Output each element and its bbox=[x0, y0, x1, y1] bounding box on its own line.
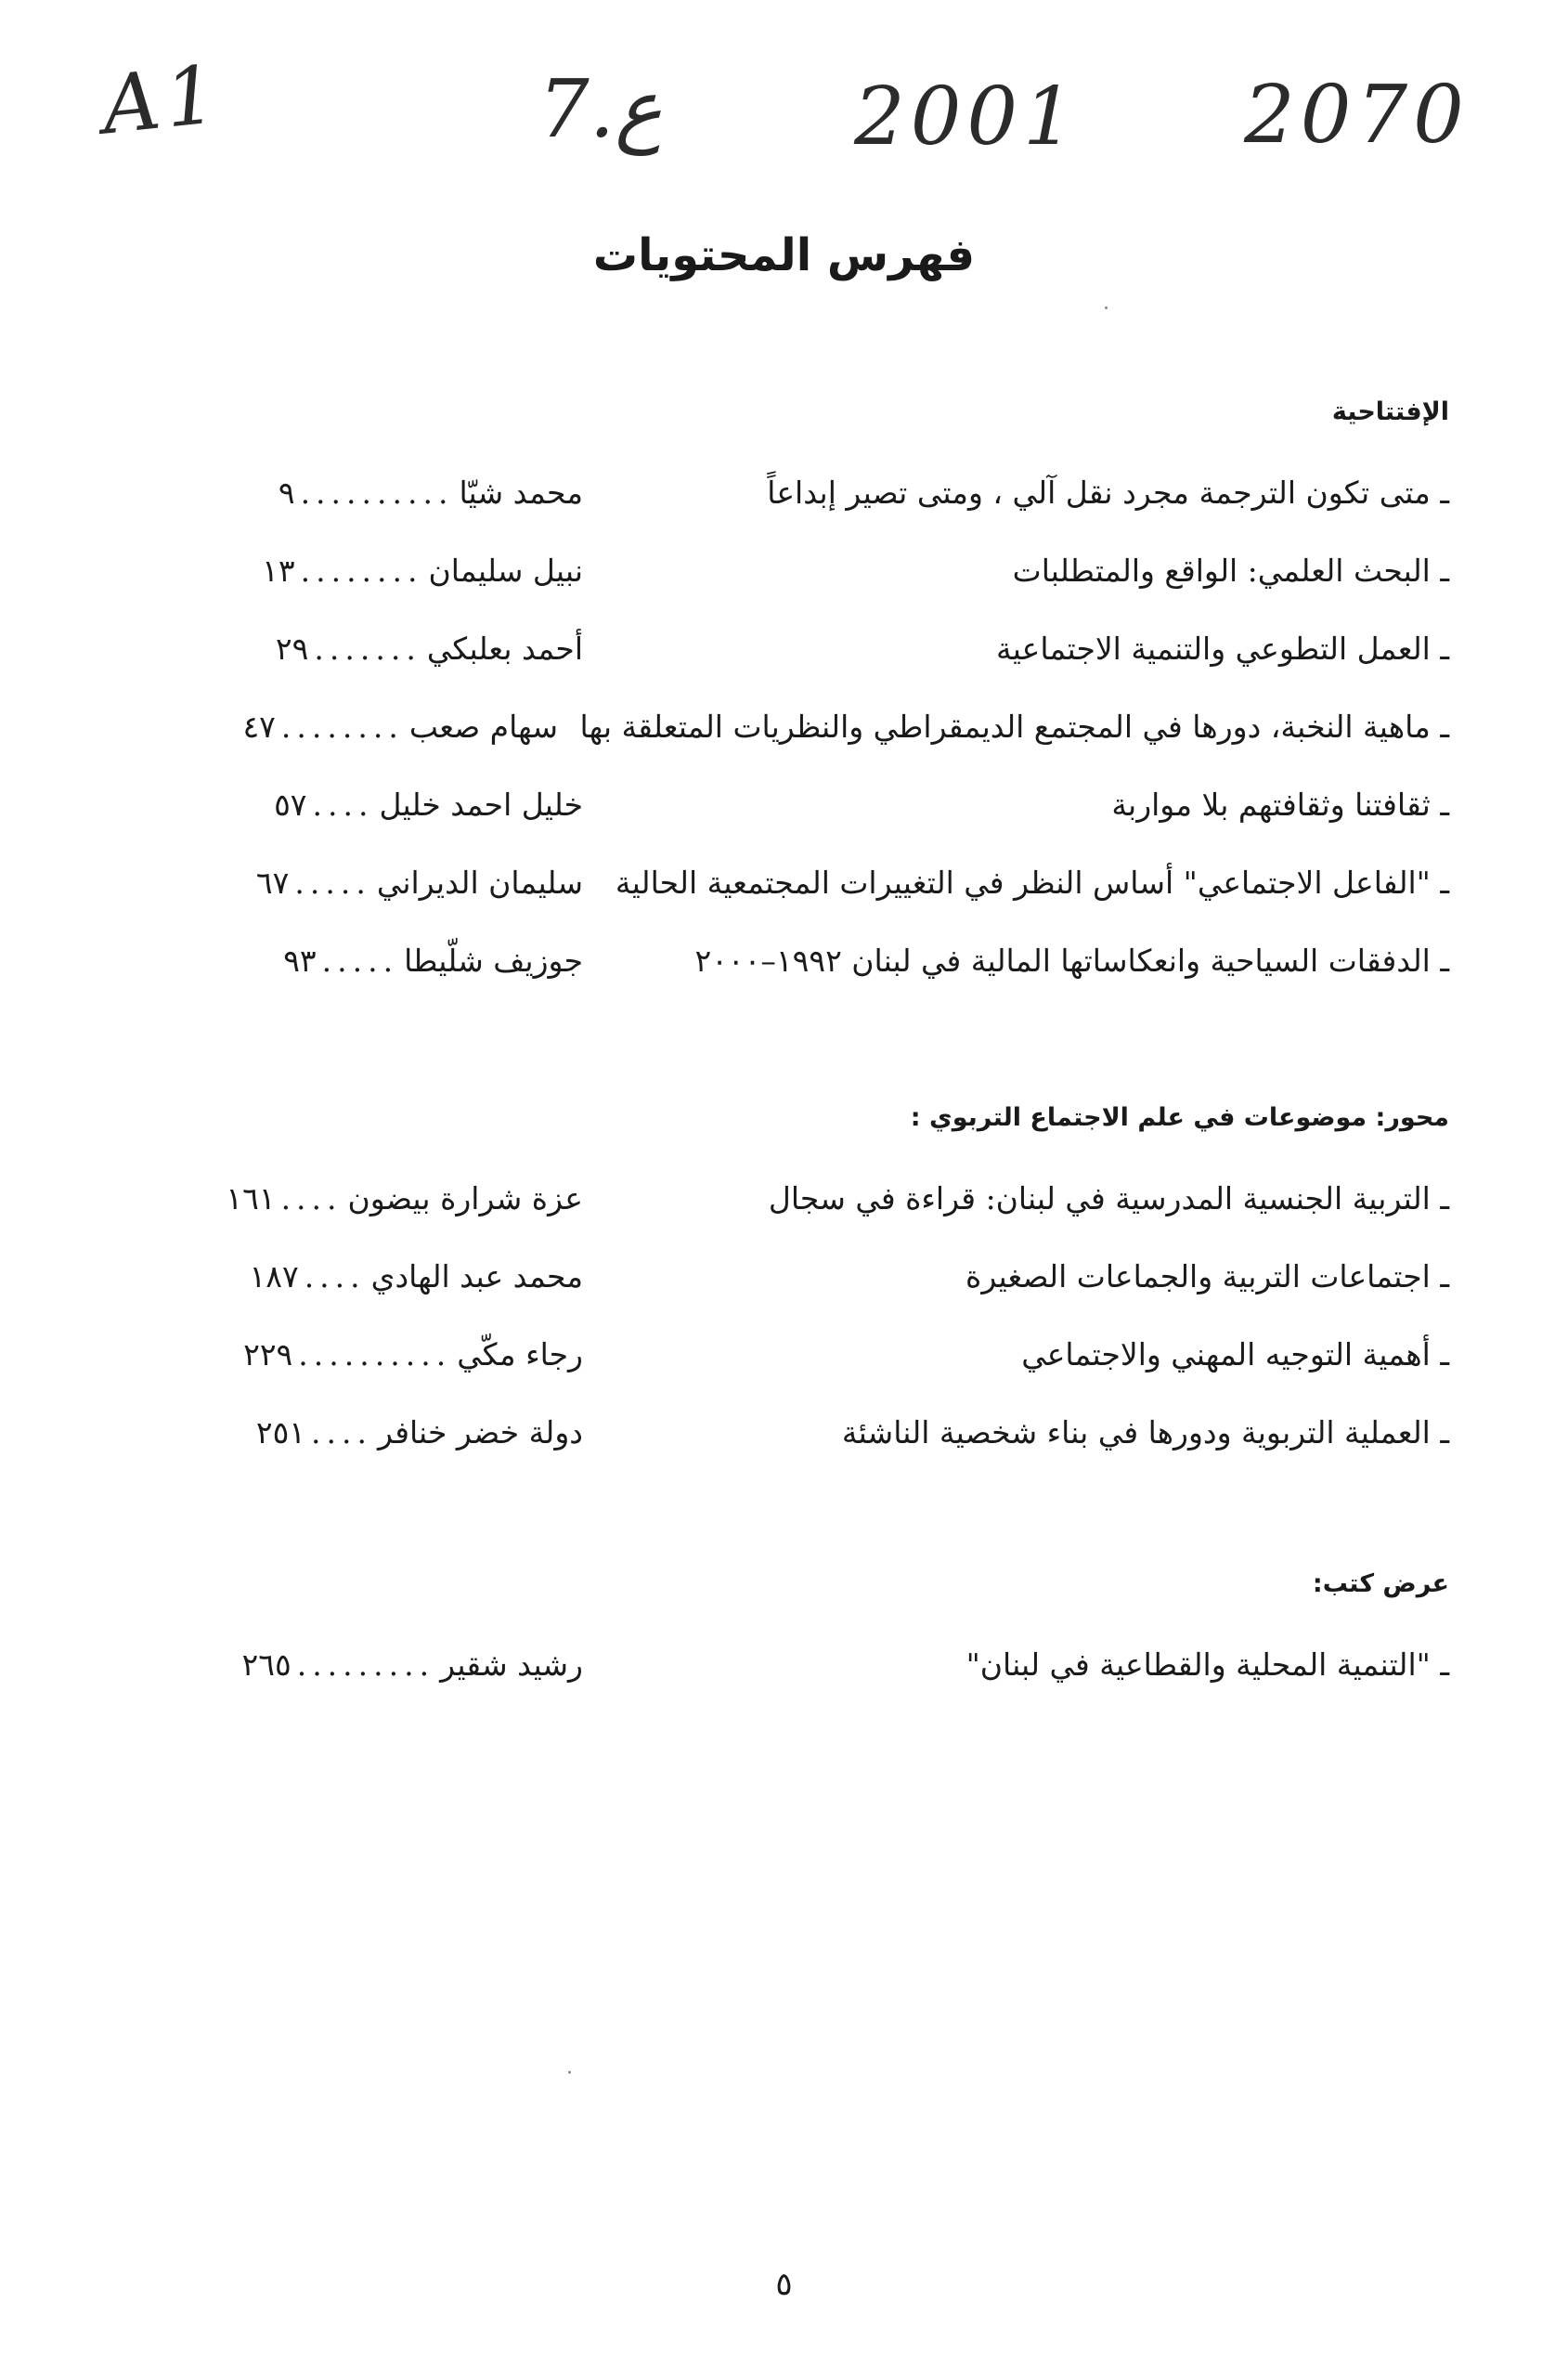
entry-title: ـ "التنمية المحلية والقطاعية في لبنان" bbox=[965, 1646, 1449, 1683]
entry-page-number: ٤٧ bbox=[242, 709, 276, 745]
entry-author-with-page bbox=[226, 1160, 583, 1238]
entry-author-with-page bbox=[262, 532, 583, 610]
handwritten-mark-a1: A1 bbox=[97, 47, 227, 153]
entry-author-with-page bbox=[242, 1626, 583, 1704]
entry-page-number: ٦٧ bbox=[255, 865, 290, 901]
entry-author-with-page bbox=[283, 922, 583, 1000]
entry-title: ـ التربية الجنسية المدرسية في لبنان: قراءة في سجال bbox=[768, 1180, 1449, 1217]
toc-entry[interactable] bbox=[103, 532, 1449, 610]
toc-entry[interactable] bbox=[103, 1316, 1449, 1394]
toc-entry[interactable] bbox=[103, 1238, 1449, 1316]
entry-title: ـ البحث العلمي: الواقع والمتطلبات bbox=[1012, 553, 1449, 589]
dot-leader: .... bbox=[312, 787, 374, 823]
dot-leader: .... bbox=[280, 1180, 343, 1217]
entry-title: ـ أهمية التوجيه المهني والاجتماعي bbox=[1021, 1336, 1449, 1373]
scan-speck bbox=[1105, 306, 1108, 309]
entry-title: ـ العملية التربوية ودورها في بناء شخصية الناشئة bbox=[841, 1414, 1449, 1451]
handwritten-annotations bbox=[84, 47, 1513, 175]
entry-author-name: سليمان الديراني bbox=[376, 865, 583, 901]
dot-leader: ......... bbox=[296, 1646, 435, 1683]
entry-title: ـ ثقافتنا وثقافتهم بلا مواربة bbox=[1111, 787, 1449, 823]
entry-author-name: نبيل سليمان bbox=[428, 553, 583, 589]
entry-author-name: أحمد بعلبكي bbox=[426, 631, 583, 667]
dot-leader: .... bbox=[304, 1258, 366, 1295]
entry-page-number: ٢٢٩ bbox=[243, 1336, 293, 1373]
dot-leader: ..... bbox=[294, 865, 371, 901]
entry-page-number: ٩٣ bbox=[283, 943, 317, 979]
dot-leader: ..... bbox=[321, 943, 399, 979]
toc-entry[interactable] bbox=[103, 844, 1449, 922]
dot-leader: .......... bbox=[300, 475, 454, 511]
entry-author-name: سهام صعب bbox=[408, 709, 558, 745]
entry-author-with-page bbox=[256, 844, 583, 922]
section-heading: الإفتتاحية bbox=[1331, 397, 1449, 426]
toc-entry[interactable] bbox=[103, 688, 1449, 766]
entry-author-name: محمد عبد الهادي bbox=[370, 1258, 583, 1295]
dot-leader: ........ bbox=[300, 553, 423, 589]
section-editorial bbox=[103, 397, 1449, 1000]
entry-page-number: ٢٥١ bbox=[255, 1414, 306, 1451]
entry-page-number: ٥٧ bbox=[274, 787, 307, 823]
entry-title: ـ "الفاعل الاجتماعي" أساس النظر في التغييرات المجتمعية الحالية bbox=[615, 865, 1449, 901]
entry-author-name: خليل احمد خليل bbox=[379, 787, 583, 823]
toc-entry[interactable] bbox=[103, 610, 1449, 688]
entry-author-name: عزة شرارة بيضون bbox=[347, 1180, 583, 1217]
entry-page-number: ١٣ bbox=[262, 553, 295, 589]
entry-page-number: ٢٩ bbox=[275, 631, 309, 667]
entry-author-with-page bbox=[279, 454, 583, 532]
toc-entry[interactable] bbox=[103, 922, 1449, 1000]
entry-author-with-page bbox=[276, 610, 583, 688]
section-heading: محور: موضوعات في علم الاجتماع التربوي : bbox=[910, 1103, 1449, 1132]
section-heading: عرض كتب: bbox=[1312, 1569, 1449, 1598]
dot-leader: .... bbox=[311, 1414, 373, 1451]
entry-author-name: محمد شيّا bbox=[459, 475, 583, 511]
toc-entry[interactable] bbox=[103, 1626, 1449, 1704]
page-title: فهرس المحتويات bbox=[592, 229, 976, 282]
toc-entry[interactable] bbox=[103, 766, 1449, 844]
handwritten-code-3: 2070 bbox=[1244, 69, 1470, 162]
entry-title: ـ متى تكون الترجمة مجرد نقل آلي ، ومتى تصير إبداعاً bbox=[767, 475, 1449, 511]
dot-leader: ....... bbox=[314, 631, 421, 667]
page-number: ٥ bbox=[775, 2266, 793, 2303]
entry-author-with-page bbox=[274, 766, 583, 844]
entry-page-number: ٢٦٥ bbox=[241, 1646, 292, 1683]
handwritten-code-2: 2001 bbox=[854, 71, 1080, 163]
dot-leader: ........ bbox=[280, 709, 404, 745]
entry-page-number: ١٨٧ bbox=[249, 1258, 299, 1295]
entry-page-number: ٩ bbox=[278, 475, 295, 511]
entry-page-number: ١٦١ bbox=[226, 1180, 276, 1217]
dot-leader: .......... bbox=[298, 1336, 452, 1373]
toc-entry[interactable] bbox=[103, 454, 1449, 532]
section-educational-sociology bbox=[103, 1103, 1449, 1472]
entry-author-name: دولة خضر خنافر bbox=[378, 1414, 583, 1451]
toc-entry[interactable] bbox=[103, 1160, 1449, 1238]
entry-author-name: رجاء مكّي bbox=[457, 1336, 583, 1373]
entry-title: ـ اجتماعات التربية والجماعات الصغيرة bbox=[965, 1258, 1449, 1295]
entry-title: ـ ماهية النخبة، دورها في المجتمع الديمقراطي والنظريات المتعلقة بها bbox=[579, 709, 1449, 745]
entry-title: ـ العمل التطوعي والتنمية الاجتماعية bbox=[996, 631, 1449, 667]
entry-author-with-page bbox=[256, 1394, 583, 1472]
entry-title: ـ الدفقات السياحية وانعكاساتها المالية في لبنان ١٩٩٢–٢٠٠٠ bbox=[694, 943, 1449, 979]
entry-author-name: رشيد شقير bbox=[440, 1646, 583, 1683]
handwritten-code-1: 7.ع bbox=[538, 63, 663, 156]
section-book-reviews bbox=[103, 1569, 1449, 1704]
entry-author-with-page bbox=[242, 688, 558, 766]
entry-author-name: جوزيف شلّيطا bbox=[404, 943, 583, 979]
entry-author-with-page bbox=[243, 1316, 583, 1394]
entry-author-with-page bbox=[250, 1238, 584, 1316]
scan-speck bbox=[568, 2071, 571, 2074]
toc-entry[interactable] bbox=[103, 1394, 1449, 1472]
